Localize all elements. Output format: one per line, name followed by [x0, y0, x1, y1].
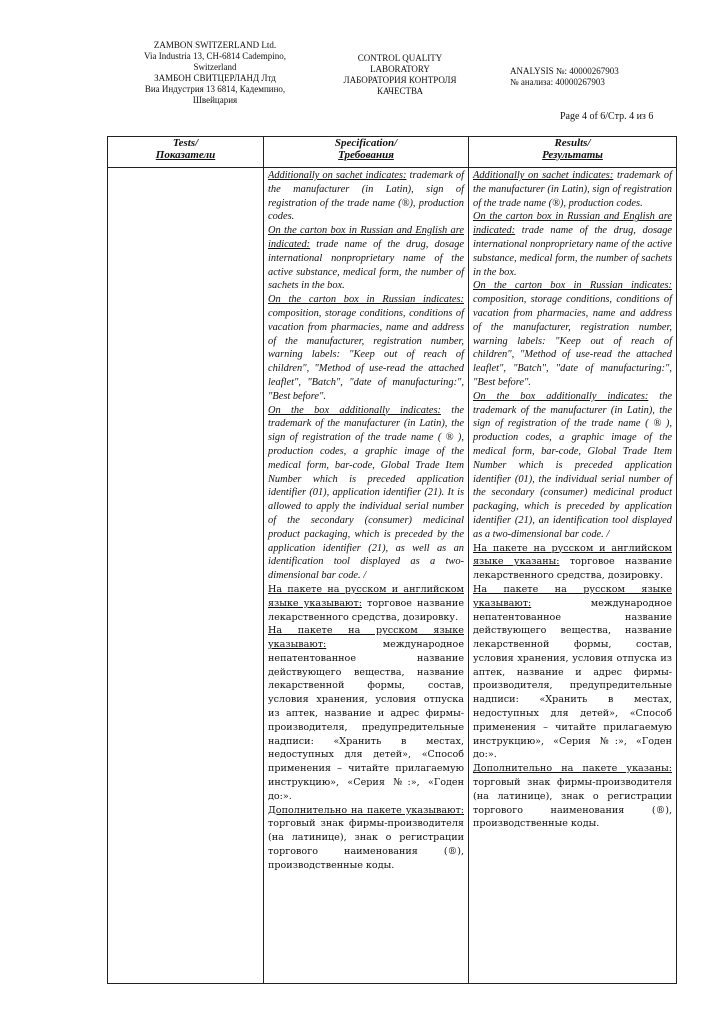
spec-para-ru	[268, 804, 464, 873]
lab-line: ЛАБОРАТОРИЯ КОНТРОЛЯ	[343, 75, 457, 85]
result-para-heading: On the carton box in Russian indicates:	[473, 280, 672, 292]
lab-line: КАЧЕСТВА	[377, 86, 423, 96]
company-address	[130, 40, 300, 106]
company-line: Швейцария	[192, 95, 238, 105]
spec-header-ru: Требования	[338, 149, 394, 161]
spec-para-heading: На пакете на русском языке указывают:	[268, 625, 464, 651]
spec-header-en: Specification/	[334, 137, 398, 149]
result-para-heading: На пакете на русском и английском языке указаны:	[473, 542, 672, 568]
result-para-text: trademark of the manufacturer (in Latin), sign of registration of the trade name (®), production codes.	[473, 170, 672, 209]
spec-para-text: composition, storage conditions, conditions of vacation from pharmacies, name and address of the manufacturer, registration number, warning labels: "Keep out of reach of children", "Method of use-read the attached leaflet", "Batch", "date of manufacturing:", "Best before".	[268, 307, 464, 402]
spec-para-heading: On the carton box in Russian and English are indicated:	[268, 225, 464, 250]
result-para	[473, 390, 672, 542]
result-para-heading: On the carton box in Russian and English are indicated:	[473, 211, 672, 237]
result-para	[473, 279, 672, 389]
company-line: ЗАМБОН СВИТЦЕРЛАНД Лтд	[154, 73, 276, 83]
spec-para-heading: На пакете на русском и английском языке указывают:	[268, 583, 464, 609]
company-line: Виа Индустрия 13 6814, Кадемпино,	[144, 84, 286, 94]
spec-para	[268, 224, 464, 293]
company-line: ZAMBON SWITZERLAND Ltd.	[153, 40, 277, 50]
lab-line: CONTROL QUALITY	[357, 53, 443, 63]
result-para-text: trade name of the drug, dosage international nonproprietary name of the active substance, medical form, the number of sachets in the box.	[473, 225, 672, 278]
results-cell	[469, 168, 677, 984]
spec-para	[268, 404, 464, 583]
result-para-ru	[473, 542, 672, 583]
spec-para-ru	[268, 624, 464, 803]
table-header-row	[108, 137, 677, 168]
result-para-ru	[473, 583, 672, 762]
analysis-line: № анализа: 40000267903	[510, 77, 605, 87]
spec-para-heading: Additionally on sachet indicates:	[268, 170, 407, 181]
spec-para-text: trade name of the drug, dosage international nonproprietary name of the active substance, medical form, the number of sachets in the box.	[268, 238, 464, 292]
result-para-text: composition, storage conditions, conditions of vacation from pharmacies, name and address of the manufacturer, registration number, warning labels: "Keep out of reach of children", "Method of use-read the attached leaflet", "Batch", "date of manufacturing:", "Best before".	[473, 294, 672, 388]
result-para-text: торговый знак фирмы-производителя (на латинице), знак о регистрации торгового наименования (®), производственные коды.	[473, 777, 672, 830]
spec-para-text: trademark of the manufacturer (in Latin), sign of registration of the trade name (®), production codes.	[268, 170, 464, 223]
analysis-line: ANALYSIS №: 40000267903	[510, 66, 619, 76]
result-para-text: торговое название лекарственного средства, дозировку.	[473, 556, 673, 582]
spec-para-text: торговое название лекарственного средства, дозировку.	[268, 597, 464, 623]
spec-para-heading: On the box additionally indicates:	[268, 404, 441, 416]
results-table	[107, 136, 677, 984]
spec-para-heading: Дополнительно на пакете указывают:	[268, 804, 464, 816]
tests-header	[108, 137, 264, 168]
tests-header-ru: Показатели	[155, 149, 216, 161]
results-header-en: Results/	[554, 137, 591, 149]
result-para-heading: Дополнительно на пакете указаны:	[473, 763, 672, 775]
lab-title	[330, 53, 470, 97]
tests-header-en: Tests/	[172, 137, 199, 149]
spec-para	[268, 169, 464, 224]
spec-para-text: торговый знак фирмы-производителя (на латинице), знак о регистрации торгового наименования (®), производственные коды.	[268, 818, 464, 871]
analysis-number	[510, 66, 690, 88]
result-para	[473, 210, 672, 279]
company-line: Via Industria 13, CH-6814 Cadempino,	[144, 51, 286, 61]
result-para-text: the trademark of the manufacturer (in Latin), the sign of registration of the trade name ( ® ), production codes, a graphic image of the medical form, bar-code, Global Trade Item Number which is preceded application identifier (01), the individual serial number of the secondary (consumer) medicinal product packaging, which is preceded by application identifier (21), an identification tool displayed as a two-dimensional bar code. /	[473, 390, 672, 540]
lab-line: LABORATORY	[370, 64, 430, 74]
spec-para	[268, 293, 464, 403]
spec-para-ru	[268, 583, 464, 624]
result-para	[473, 169, 672, 210]
spec-para-text: the trademark of the manufacturer (in Latin), the sign of registration of the trade name ( ® ), production codes, a graphic image of the medical form, bar-code, Global Trade Item Number which is preceded application identifier (01), application identifier (21). It is allowed to apply the individual serial number of the secondary (consumer) medicinal product packaging, which is preceded by the application identifier (21), as well as an identification tool displayed as a two-dimensional bar code. /	[268, 404, 465, 582]
result-para-text: международное непатентованное название действующего вещества, название лекарственной формы, состав, условия хранения, условия отпуска из аптек, название и адрес фирмы-производителя, предупредительные надписи: «Хранить в местах, недоступных для детей», «Способ применения – читайте прилагаемую инструкцию», «Серия №:», «Годен до:».	[473, 597, 672, 761]
spec-header	[264, 137, 469, 168]
result-para-heading: На пакете на русском языке указывают:	[473, 583, 672, 609]
result-para-heading: Additionally on sachet indicates:	[473, 170, 614, 181]
company-line: Switzerland	[193, 62, 237, 72]
table-row	[108, 168, 677, 984]
spec-para-heading: On the carton box in Russian indicates:	[268, 294, 464, 306]
results-header-ru: Результаты	[542, 149, 603, 161]
result-para-ru	[473, 762, 672, 831]
spec-para-text: международное непатентованное название действующего вещества, название лекарственной формы, состав, условия хранения, условия отпуска из аптек, название и адрес фирмы-производителя, предупредительные надписи: «Хранить в местах, недоступных для детей», «Способ применения – читайте прилагаемую инструкцию», «Серия №:», «Годен до:».	[268, 639, 464, 802]
results-header	[469, 137, 677, 168]
result-para-heading: On the box additionally indicates:	[473, 390, 649, 402]
spec-cell	[264, 168, 469, 984]
tests-cell	[108, 168, 264, 984]
page-number: Page 4 of 6/Стр. 4 из 6	[560, 111, 654, 122]
